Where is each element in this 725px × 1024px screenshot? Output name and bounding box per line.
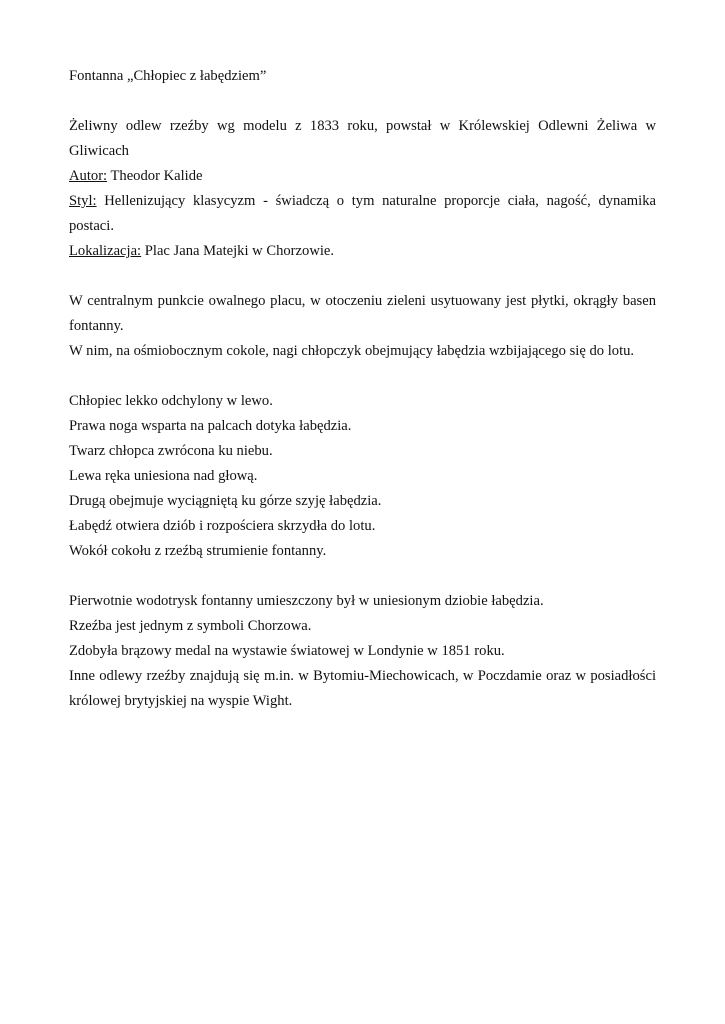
author-label: Autor: xyxy=(69,168,108,184)
history-line: Zdobyła brązowy medal na wystawie światowej w Londynie w 1851 roku. xyxy=(69,643,505,659)
detail-line: Drugą obejmuje wyciągniętą ku górze szyję łabędzia. xyxy=(69,493,382,509)
intro-text: Żeliwny odlew rzeźby wg modelu z 1833 roku, powstał w Królewskiej Odlewni Żeliwa w Gliwicach xyxy=(69,118,656,159)
style-value: Hellenizujący klasycyzm - świadczą o tym naturalne proporcje ciała, nagość, dynamika postaci. xyxy=(69,193,656,234)
description-line: W nim, na ośmiobocznym cokole, nagi chłopczyk obejmujący łabędzia wzbijającego się do lotu. xyxy=(69,343,635,359)
document-title: Fontanna „Chłopiec z łabędziem” xyxy=(69,68,267,84)
detail-line: Twarz chłopca zwrócona ku niebu. xyxy=(69,443,273,459)
author-value: Theodor Kalide xyxy=(107,168,203,184)
history-line: Inne odlewy rzeźby znajdują się m.in. w Bytomiu-Miechowicach, w Poczdamie oraz w posiadłości królowej brytyjskiej na wyspie Wight. xyxy=(69,668,656,709)
detail-line: Chłopiec lekko odchylony w lewo. xyxy=(69,393,273,409)
detail-line: Lewa ręka uniesiona nad głową. xyxy=(69,468,258,484)
history-line: Pierwotnie wodotrysk fontanny umieszczony był w uniesionym dziobie łabędzia. xyxy=(69,593,544,609)
paragraph-gap xyxy=(69,89,656,114)
style-line xyxy=(69,189,656,239)
style-label: Styl: xyxy=(69,193,97,209)
description-line: W centralnym punkcie owalnego placu, w otoczeniu zieleni usytuowany jest płytki, okrągły basen fontanny. xyxy=(69,293,656,334)
paragraph-gap xyxy=(69,364,656,389)
detail-line: Łabędź otwiera dziób i rozpościera skrzydła do lotu. xyxy=(69,518,376,534)
document-body xyxy=(69,64,656,714)
paragraph-gap xyxy=(69,564,656,589)
detail-line: Wokół cokołu z rzeźbą strumienie fontanny. xyxy=(69,543,327,559)
location-label: Lokalizacja: xyxy=(69,243,142,259)
paragraph-gap xyxy=(69,264,656,289)
location-line xyxy=(69,239,656,264)
detail-line: Prawa noga wsparta na palcach dotyka łabędzia. xyxy=(69,418,352,434)
location-value: Plac Jana Matejki w Chorzowie. xyxy=(141,243,335,259)
history-line: Rzeźba jest jednym z symboli Chorzowa. xyxy=(69,618,312,634)
author-line xyxy=(69,164,656,189)
